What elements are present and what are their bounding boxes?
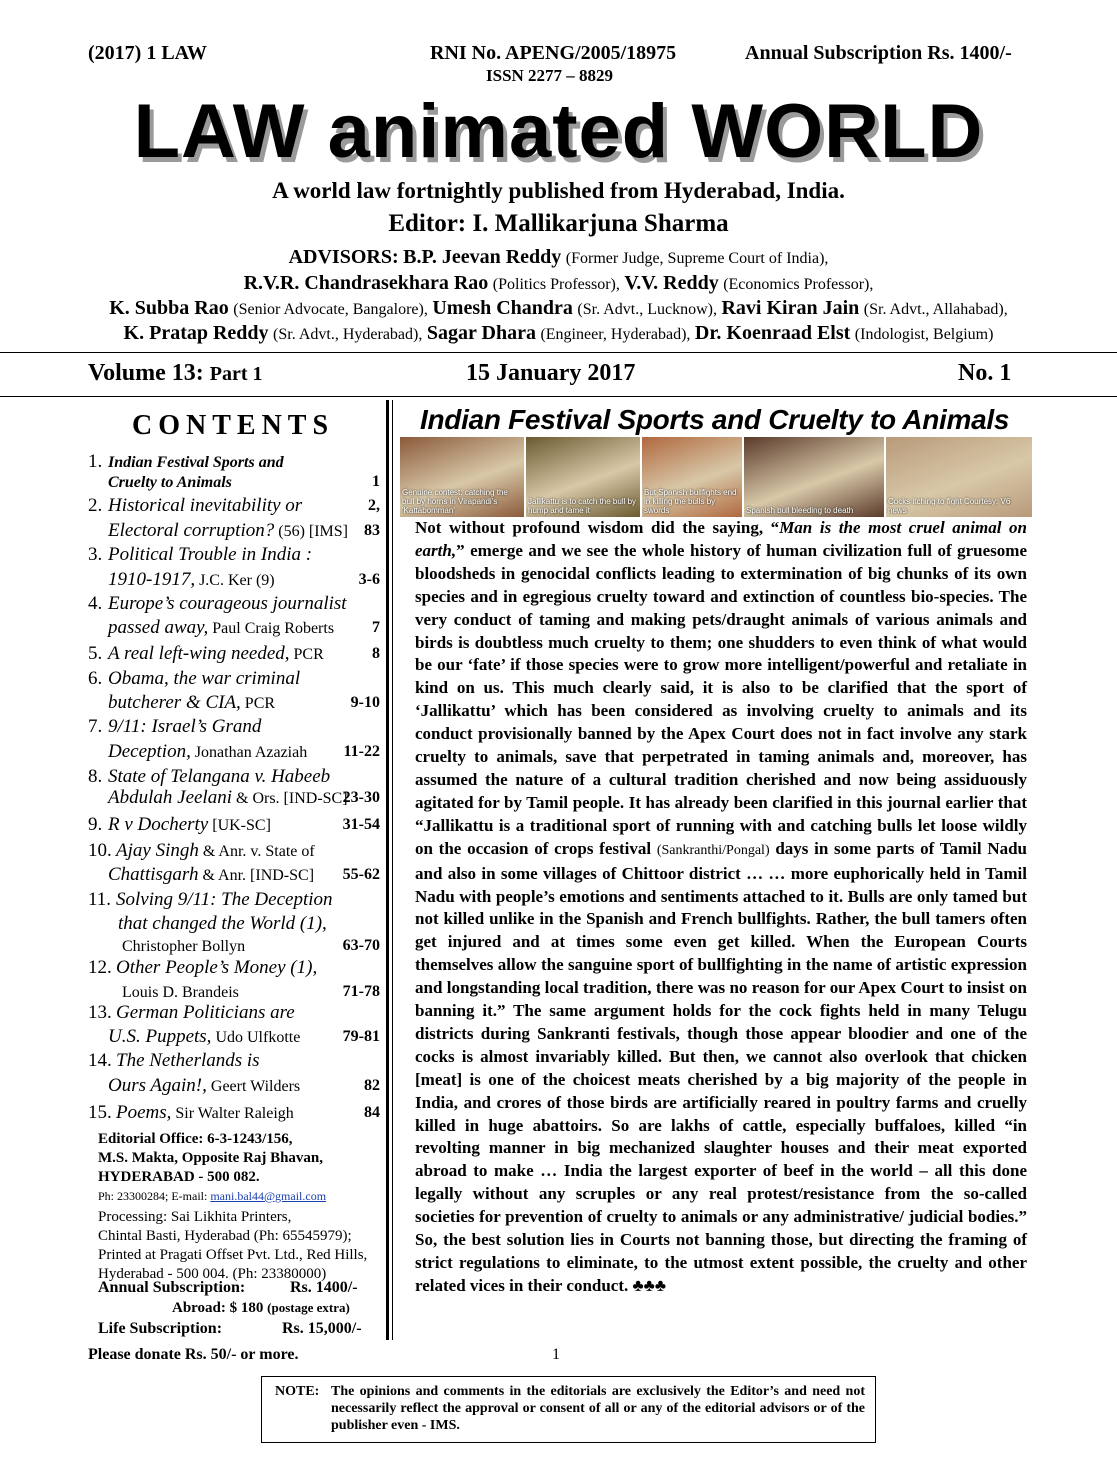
toc-author: J.C. Ker (9) bbox=[199, 572, 275, 589]
toc-title[interactable]: Ajay Singh bbox=[116, 840, 199, 861]
toc-number: 4. bbox=[88, 593, 103, 614]
toc-title[interactable]: that changed the World (1), bbox=[118, 913, 327, 934]
advisor-name: V.V. Reddy bbox=[624, 272, 719, 294]
toc-number: 7. bbox=[88, 716, 103, 737]
advisor-name: K. Subba Rao bbox=[109, 297, 229, 319]
toc-line bbox=[88, 544, 384, 566]
volume-label bbox=[88, 360, 263, 387]
donate-line: Please donate Rs. 50/- or more. bbox=[88, 1346, 299, 1363]
toc-number: 2. bbox=[88, 495, 103, 516]
life-subscription-label: Life Subscription: bbox=[98, 1320, 223, 1337]
advisors-row-1 bbox=[0, 246, 1117, 269]
abroad-note: (postage extra) bbox=[267, 1300, 350, 1315]
toc-author: Jonathan Azaziah bbox=[194, 744, 308, 761]
toc-author: (56) [IMS] bbox=[278, 523, 348, 540]
toc-line bbox=[88, 668, 384, 690]
toc-line bbox=[88, 741, 384, 763]
rni-number: RNI No. APENG/2005/18975 bbox=[430, 42, 677, 64]
toc-author: & Ors. [IND-SC] bbox=[236, 790, 348, 807]
article-text: ” emerge and we see the whole history of human civilization full of gruesome bloodsheds in genocidal conflicts leading to extermination of big chunks of its own species and in egregious cruelty toward and extinction of countless bio-species. The very conduct of taming and making pets/draught animals of various animals and birds is doubtless much cruelty to them; one shudders to even think of what would be our ‘fate’ if those species were to grow more intelligent/powerful and retaliate in kind on us. This much clearly said, it is also to be clarified that the sport of ‘Jallikattu’ which has been considered as involving cruelty to animals and its conduct provisionally banned by the Apex Court does not in fact involve any stark cruelty to animals, save that perpetrated in taming animals and, moreover, has assumed the nature of a cultural tradition cherished and now being assiduously agitated for by Tamil people. It has already been clarified in this journal earlier that “Jallikattu is a traditional sport of running with and catching bulls let loose wildly on the occasion of crops festival bbox=[415, 540, 1027, 858]
contents-heading: CONTENTS bbox=[132, 410, 335, 441]
toc-title[interactable]: The Netherlands is bbox=[116, 1050, 260, 1071]
advisor-role: (Engineer, Hyderabad), bbox=[540, 326, 691, 343]
article-title: Indian Festival Sports and Cruelty to Animals bbox=[420, 404, 1010, 435]
toc-title[interactable]: R v Docherty bbox=[108, 814, 209, 835]
editor-line: Editor: I. Mallikarjuna Sharma bbox=[388, 210, 729, 237]
article-small-text: (Sankranthi/Pongal) bbox=[656, 842, 770, 858]
photo-jallikattu bbox=[526, 437, 640, 517]
toc-title[interactable]: Ours Again!, bbox=[108, 1075, 207, 1096]
toc-line bbox=[88, 1075, 384, 1097]
toc-number: 15. bbox=[88, 1102, 112, 1123]
toc-pages: 71-78 bbox=[342, 983, 380, 1000]
advisor-name: Dr. Koenraad Elst bbox=[694, 322, 851, 344]
toc-title[interactable]: 9/11: Israel’s Grand bbox=[108, 716, 262, 737]
advisors-label: ADVISORS: bbox=[288, 246, 399, 268]
toc-title[interactable]: Solving 9/11: The Deception bbox=[116, 889, 333, 910]
toc-line bbox=[88, 451, 384, 473]
issue-date: 15 January 2017 bbox=[466, 360, 636, 386]
photo-caption: Genuine contest: catching the bull by horns in Virapandi’s 'Kattabomman' bbox=[402, 488, 508, 515]
toc-title[interactable]: U.S. Puppets, bbox=[108, 1026, 212, 1047]
volume-number: Volume 13: bbox=[88, 360, 204, 386]
advisors-row-3 bbox=[0, 297, 1117, 320]
rule-top bbox=[0, 352, 1117, 353]
photo-caption: Cocks itching to fight Courtesy: V6 news bbox=[888, 497, 1011, 515]
toc-line bbox=[88, 495, 384, 517]
toc-number: 9. bbox=[88, 814, 103, 835]
abroad-subscription bbox=[172, 1300, 350, 1317]
note-box bbox=[261, 1376, 876, 1443]
toc-pages: 23-30 bbox=[342, 789, 380, 806]
annual-subscription-value: Rs. 1400/- bbox=[290, 1279, 358, 1296]
note-label: NOTE: bbox=[275, 1384, 320, 1399]
toc-line bbox=[88, 692, 384, 714]
toc-line bbox=[88, 889, 384, 911]
toc-number: 3. bbox=[88, 544, 103, 565]
toc-title[interactable]: Abdulah Jeelani bbox=[108, 787, 232, 808]
advisor-role: (Former Judge, Supreme Court of India), bbox=[565, 250, 829, 267]
toc-number: 1. bbox=[88, 451, 103, 472]
toc-author: Geert Wilders bbox=[210, 1078, 301, 1095]
toc-line bbox=[88, 520, 384, 542]
advisor-role: (Sr. Advt., Lucknow), bbox=[577, 301, 717, 318]
office-address-line: Editorial Office: 6-3-1243/156, bbox=[98, 1131, 293, 1147]
toc-pages: 84 bbox=[364, 1104, 380, 1121]
toc-title[interactable]: German Politicians are bbox=[116, 1002, 295, 1023]
editorial-office bbox=[98, 1130, 378, 1284]
volume-part: Part 1 bbox=[209, 363, 263, 385]
note-text: The opinions and comments in the editorials are exclusively the Editor’s and need not necessarily reflect the approval or consent of all or any of the editorial advisors or of the publisher even - IMS. bbox=[331, 1384, 865, 1433]
toc-number: 13. bbox=[88, 1002, 112, 1023]
article-text: days in some parts of Tamil Nadu and also in some villages of Chittoor district … … more euphorically held in Tamil Nadu with people’s emotions and sentiments attached to it. Bulls are only tamed but not killed unlike in the Spanish and French bullfights. Rather, the bull tamers often get injured and at times some even get killed. When the European Courts themselves allow the sanguine sport of bullfighting in the name of artistic expression and longstanding local tradition, there was no reason for our Apex Court to insist on banning it.” The same argument holds for the cock fights held in many Telugu districts during Sankranti festivals, though those appear bloodier and one of the cocks is almost invariably killed. But then, we cannot also overlook that chicken [meat] is one of the choicest meats cherished by a big majority of the people in India, and crores of those birds are artificially reared in poultry farms and cruelly killed in huge abattoirs. So are lakhs of cattle, especially buffaloes, killed “in revolting manner in big mechanized slaughter houses and their meat exported abroad to make … India the largest exporter of beef in the world – all this done legally without any scruples or any real protest/resistance from the so-called societies for prevention of cruelty to animals or any administrative/ judicial bodies.” So, the best solution lies in Courts not banning those, but directing the framing of strict regulations to eliminate, to the utmost extent possible, the cruelty and other related vices in their conduct. bbox=[415, 838, 1028, 1295]
toc-line bbox=[88, 957, 384, 979]
toc-line bbox=[88, 1102, 384, 1124]
toc-line bbox=[88, 471, 384, 493]
toc-pages: 1 bbox=[372, 473, 380, 490]
toc-number: 10. bbox=[88, 840, 112, 861]
advisor-name: Sagar Dhara bbox=[426, 322, 536, 344]
toc-pages: 11-22 bbox=[343, 743, 380, 760]
office-address-line: HYDERABAD - 500 082. bbox=[98, 1169, 260, 1185]
office-phone: Ph: 23300284; E-mail: bbox=[98, 1189, 208, 1203]
advisor-role: (Sr. Advt., Allahabad), bbox=[863, 301, 1008, 318]
toc-number: 14. bbox=[88, 1050, 112, 1071]
toc-title[interactable]: Cruelty to Animals bbox=[108, 474, 232, 491]
end-mark: ♣♣♣ bbox=[632, 1275, 666, 1295]
toc-line bbox=[88, 840, 384, 862]
toc-title[interactable]: Indian Festival Sports and bbox=[108, 454, 284, 471]
photo-bleeding-bull bbox=[744, 437, 884, 517]
advisor-name: Ravi Kiran Jain bbox=[721, 297, 860, 319]
toc-pages: 55-62 bbox=[342, 866, 380, 883]
annual-subscription-label: Annual Subscription: bbox=[98, 1279, 246, 1296]
toc-line bbox=[88, 913, 384, 935]
advisor-name: K. Pratap Reddy bbox=[123, 322, 269, 344]
photo-spanish-bullfight bbox=[642, 437, 742, 517]
toc-author: [UK-SC] bbox=[212, 817, 271, 834]
toc-author: Sir Walter Raleigh bbox=[175, 1105, 294, 1122]
toc-pages: 8 bbox=[372, 645, 380, 662]
toc-pages: 3-6 bbox=[358, 571, 380, 588]
toc-line bbox=[88, 569, 384, 591]
article-text: Not without profound wisdom did the saying, “ bbox=[415, 518, 780, 537]
column-divider bbox=[392, 400, 393, 1340]
office-contact bbox=[98, 1187, 378, 1206]
toc-line bbox=[88, 643, 384, 665]
toc-line bbox=[88, 593, 384, 615]
article-body bbox=[415, 517, 1027, 1298]
toc-pages: 63-70 bbox=[342, 937, 380, 954]
advisor-role: (Politics Professor), bbox=[492, 276, 620, 293]
toc-title[interactable]: 1910-1917, bbox=[108, 569, 196, 590]
toc-line bbox=[88, 864, 384, 886]
processing-line: Processing: Sai Likhita Printers, bbox=[98, 1209, 292, 1225]
tagline: A world law fortnightly published from Hyderabad, India. bbox=[272, 178, 845, 203]
advisor-role: (Senior Advocate, Bangalore), bbox=[233, 301, 428, 318]
toc-author: Louis D. Brandeis bbox=[122, 984, 239, 1001]
toc-line bbox=[88, 766, 384, 788]
advisor-role: (Economics Professor), bbox=[723, 276, 874, 293]
toc-number: 8. bbox=[88, 766, 103, 787]
toc-title[interactable]: Political Trouble in India : bbox=[108, 544, 313, 565]
life-subscription-value: Rs. 15,000/- bbox=[282, 1320, 362, 1337]
office-address-line: M.S. Makta, Opposite Raj Bhavan, bbox=[98, 1150, 324, 1166]
advisor-role: (Sr. Advt., Hyderabad), bbox=[273, 326, 423, 343]
advisors-row-4 bbox=[0, 322, 1117, 345]
toc-number: 12. bbox=[88, 957, 112, 978]
email-link[interactable]: mani.bal44@gmail.com bbox=[210, 1189, 327, 1203]
photo-caption: But Spanish bullfights end in killing the bulls by swords bbox=[644, 488, 737, 515]
toc-title[interactable]: A real left-wing needed, bbox=[108, 643, 290, 664]
toc-author: & Anr. [IND-SC] bbox=[202, 867, 315, 884]
toc-title[interactable]: Obama, the war criminal bbox=[108, 668, 301, 689]
toc-line bbox=[88, 1002, 384, 1024]
advisor-name: Umesh Chandra bbox=[432, 297, 573, 319]
toc-pages: 79-81 bbox=[342, 1028, 380, 1045]
toc-author: & Anr. v. State of bbox=[202, 843, 315, 860]
article-quote: Man is the most cruel animal on earth, bbox=[415, 518, 1027, 560]
toc-pages: 2, bbox=[368, 497, 380, 514]
advisor-name: R.V.R. Chandrasekhara Rao bbox=[243, 272, 489, 294]
toc-title[interactable]: Other People’s Money (1), bbox=[116, 957, 318, 978]
photo-caption: Jallikattu is to catch the bull by hump and tame it bbox=[528, 497, 637, 515]
toc-line bbox=[88, 1050, 384, 1072]
advisor-name: B.P. Jeevan Reddy bbox=[403, 246, 562, 268]
toc-title[interactable]: Europe’s courageous journalist bbox=[108, 593, 347, 614]
toc-line bbox=[88, 1026, 384, 1048]
masthead: LAW animated WORLD bbox=[133, 89, 984, 174]
photo-cockfight bbox=[886, 437, 1032, 517]
printed-line: Printed at Pragati Offset Pvt. Ltd., Red Hills, bbox=[98, 1247, 368, 1263]
toc-pages: 82 bbox=[364, 1077, 380, 1094]
toc-line bbox=[88, 814, 384, 836]
toc-line bbox=[88, 787, 384, 809]
toc-title[interactable]: State of Telangana v. Habeeb bbox=[108, 766, 331, 787]
toc-title[interactable]: Poems, bbox=[116, 1102, 172, 1123]
toc-title[interactable]: Deception, bbox=[108, 741, 191, 762]
toc-pages: 83 bbox=[364, 522, 380, 539]
toc-title[interactable]: Electoral corruption? bbox=[108, 520, 275, 541]
column-divider bbox=[386, 400, 389, 1340]
toc-number: 6. bbox=[88, 668, 103, 689]
toc-author: PCR bbox=[244, 695, 276, 712]
toc-pages: 31-54 bbox=[342, 816, 380, 833]
photo-bull-contest bbox=[400, 437, 524, 517]
rule-below-volume bbox=[0, 396, 1117, 397]
photo-caption: Spanish bull bleeding to death bbox=[746, 506, 854, 515]
toc-title[interactable]: Historical inevitability or bbox=[108, 495, 303, 516]
toc-author: Udo Ulfkotte bbox=[215, 1029, 301, 1046]
toc-line bbox=[88, 981, 384, 1003]
toc-author: Paul Craig Roberts bbox=[212, 620, 335, 637]
subscription-price: Annual Subscription Rs. 1400/- bbox=[745, 42, 1012, 64]
toc-title[interactable]: butcherer & CIA, bbox=[108, 692, 241, 713]
toc-title[interactable]: Chattisgarh bbox=[108, 864, 199, 885]
citation: (2017) 1 LAW bbox=[88, 42, 207, 64]
toc-number: 11. bbox=[88, 889, 112, 910]
page-number: 1 bbox=[552, 1346, 560, 1363]
toc-number: 5. bbox=[88, 643, 103, 664]
toc-pages: 9-10 bbox=[350, 694, 380, 711]
issn: ISSN 2277 – 8829 bbox=[486, 66, 614, 85]
toc-author: PCR bbox=[293, 646, 324, 663]
advisors-row-2 bbox=[0, 272, 1117, 295]
processing-line: Chintal Basti, Hyderabad (Ph: 65545979); bbox=[98, 1228, 352, 1244]
abroad-price: Abroad: $ 180 bbox=[172, 1300, 264, 1316]
toc-author: Christopher Bollyn bbox=[122, 938, 246, 955]
issue-number: No. 1 bbox=[958, 360, 1012, 386]
printed-line: Hyderabad - 500 004. (Ph: 23380000) bbox=[98, 1266, 327, 1282]
advisor-role: (Indologist, Belgium) bbox=[854, 326, 994, 343]
toc-line bbox=[88, 617, 384, 639]
toc-pages: 7 bbox=[372, 619, 380, 636]
toc-title[interactable]: passed away, bbox=[108, 617, 209, 638]
toc-line bbox=[88, 716, 384, 738]
toc-line bbox=[88, 935, 384, 957]
